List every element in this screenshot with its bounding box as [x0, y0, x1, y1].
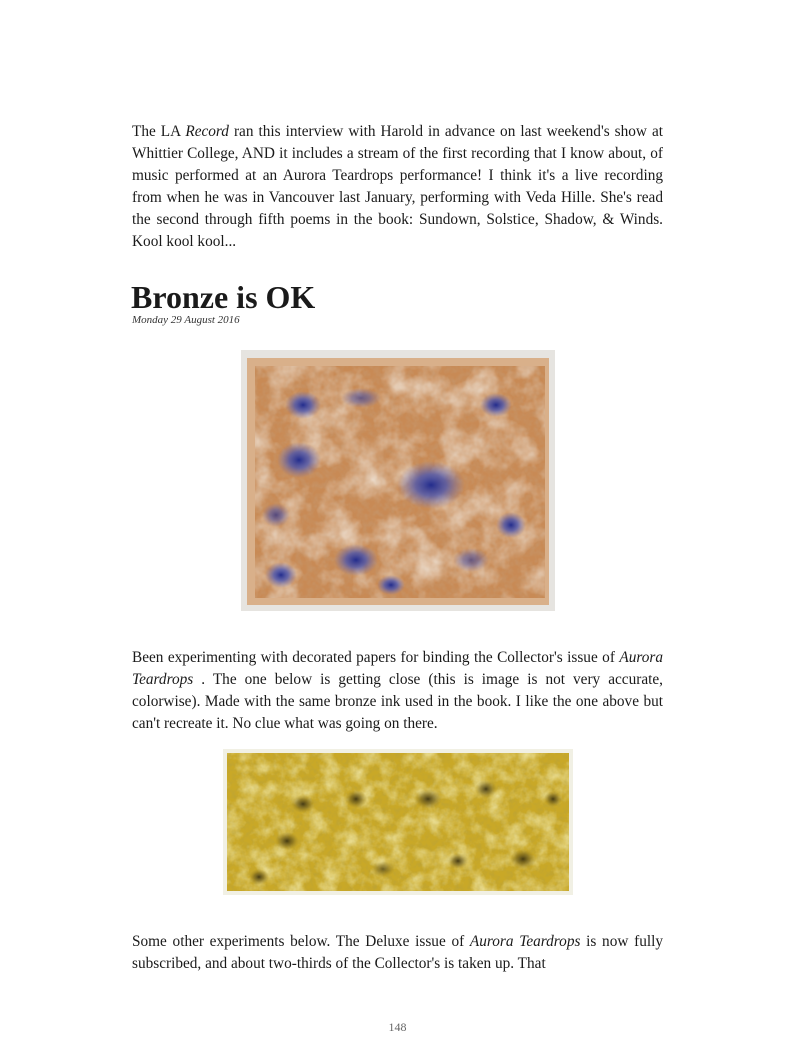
book-title: Aurora Teardrops [132, 649, 663, 688]
body1-text-2: . The one below is getting close (this is image is not very accurate, colorwise). Made with the same bronze ink used in the book. I like the one above but can't recreate it. No clue what was going on there. [132, 671, 663, 732]
decorated-paper-illustration [241, 350, 555, 611]
intro-text-1: The LA [132, 123, 186, 140]
body1-text-1: Been experimenting with decorated papers for binding the Collector's issue of [132, 649, 620, 666]
intro-paragraph [132, 121, 663, 253]
page-number: 148 [388, 1020, 407, 1034]
body-paragraph-2 [132, 931, 663, 975]
intro-text-2: ran this interview with Harold in advance on last weekend's show at Whittier College, AND it includes a stream of the first recording that I know about, of music performed at an Aurora Teardrops performance! I think it's a live recording from when he was in Vancouver last January, performing with Veda Hille. She's read the second through fifth poems in the book: Sundown, Solstice, Shadow, & Winds. Kool kool kool... [132, 123, 663, 250]
body-paragraph-1 [132, 647, 663, 735]
book-title-2: Aurora Teardrops [469, 933, 581, 950]
post-date: Monday 29 August 2016 [132, 314, 240, 326]
decorated-paper-image-bronze-blue [241, 350, 555, 611]
body2-text-1: Some other experiments below. The Deluxe issue of [132, 933, 470, 950]
decorated-paper-image-bronze [223, 749, 573, 895]
body2-text-2: is now fully subscribed, and about two-thirds of the Collector's is taken up. That [132, 933, 663, 972]
publication-name: Record [185, 123, 229, 140]
post-title: Bronze is OK [131, 279, 316, 315]
bronze-paper-illustration [223, 749, 573, 895]
